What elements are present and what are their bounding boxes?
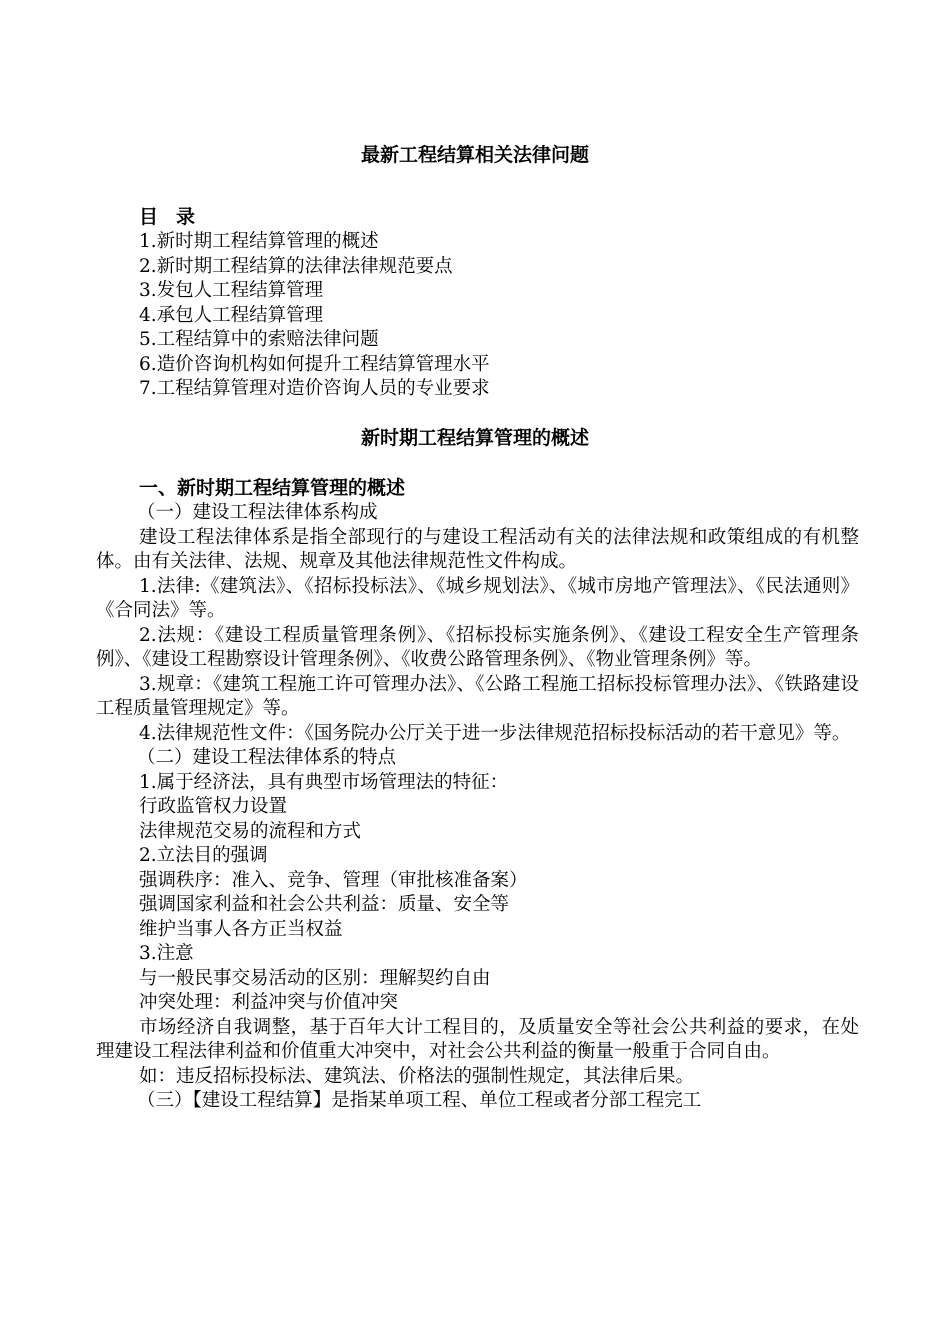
toc-item: 1.新时期工程结算管理的概述 [139,231,379,252]
text-line: 3.注意 [139,943,194,964]
subheading-definition [137,1089,859,1114]
toc-item: 5.工程结算中的索赔法律问题 [139,329,379,350]
paragraph: 建设工程法律体系是指全部现行的与建设工程活动有关的法律法规和政策组成的有机整体。由有关法律、法规、规章及其他法律规范性文件构成。 [96,526,859,572]
subheading: （二）建设工程法律体系的特点 [137,747,397,768]
table-of-contents [139,204,859,402]
subheading: （一）建设工程法律体系构成 [137,502,378,523]
toc-item: 4.承包人工程结算管理 [139,304,324,326]
toc-item: 3.发包人工程结算管理 [139,280,324,301]
text-line: 如：违反招标投标法、建筑法、价格法的强制性规定，其法律后果。 [139,1065,695,1087]
text-line: 维护当事人各方正当权益 [139,918,343,940]
paragraph: 2.法规：《建设工程质量管理条例》、《招标投标实施条例》、《建设工程安全生产管理条例》、《建设工程勘察设计管理条例》、《收费公路管理条例》、《物业管理条例》等。 [96,624,859,670]
text-line: 冲突处理：利益冲突与价值冲突 [139,992,399,1013]
text-line: 1.属于经济法，具有典型市场管理法的特征： [139,771,509,793]
toc-item: 2.新时期工程结算的法律法律规范要点 [139,255,453,277]
text-line: 2.立法目的强调 [139,845,268,866]
subheading-prefix: （三） [137,1090,193,1111]
text-line: 强调国家利益和社会公共利益：质量、安全等 [139,894,510,915]
toc-item: 6.造价咨询机构如何提升工程结算管理水平 [139,353,490,375]
section-heading: 新时期工程结算管理的概述 [360,427,589,449]
paragraph: 1.法律:《建筑法》、《招标投标法》、《城乡规划法》、《城市房地产管理法》、《民法通则》《合同法》等。 [96,575,859,621]
toc-item: 7.工程结算管理对造价咨询人员的专业要求 [139,378,490,399]
text-line: 行政监管权力设置 [139,796,288,817]
text-line: 与一般民事交易活动的区别：理解契约自由 [139,967,491,989]
document-title: 最新工程结算相关法律问题 [360,144,589,166]
toc-heading: 目录 [139,206,214,228]
paragraph: 4.法律规范性文件：《国务院办公厅关于进一步法律规范招标投标活动的若干意见》等。 [139,722,851,744]
text-line: 强调秩序：准入、竞争、管理（审批核准备案） [139,869,528,891]
defined-term: 【建设工程结算】 [192,1090,332,1111]
paragraph: 市场经济自我调整，基于百年大计工程目的，及质量安全等社会公共利益的要求，在处理建设工程法律利益和价值重大冲突中，对社会公共利益的衡量一般重于合同自由。 [96,1016,859,1062]
heading-level-1: 一、新时期工程结算管理的概述 [139,477,406,499]
document-body [96,475,859,1114]
paragraph: 3.规章：《建筑工程施工许可管理办法》、《公路工程施工招标投标管理办法》、《铁路建设工程质量管理规定》等。 [96,673,859,719]
definition-text: 是指某单项工程、单位工程或者分部工程完工 [331,1090,702,1111]
text-line: 法律规范交易的流程和方式 [139,820,362,842]
